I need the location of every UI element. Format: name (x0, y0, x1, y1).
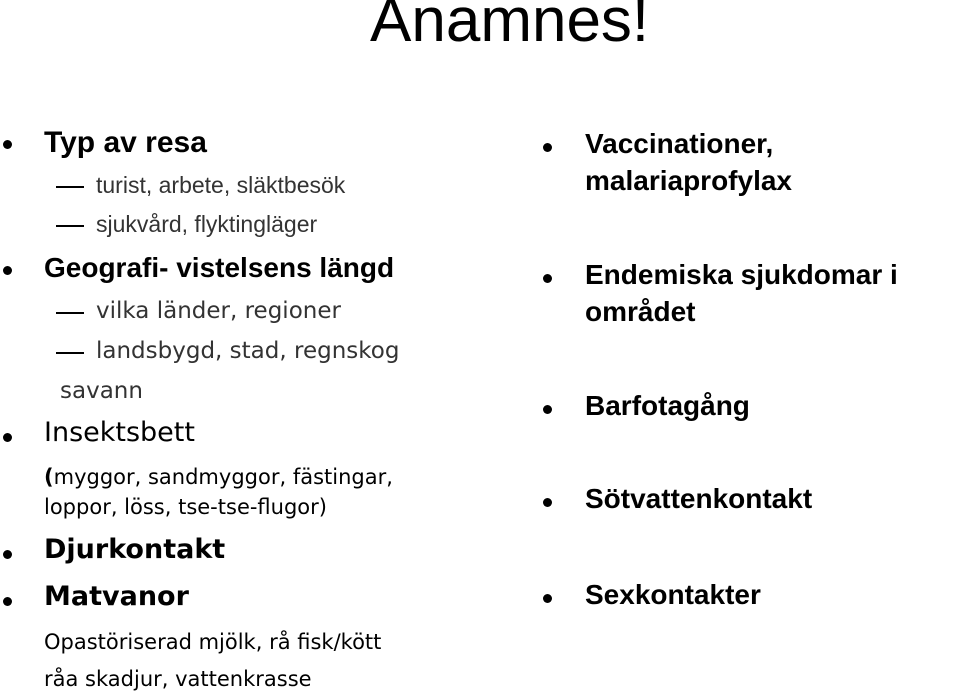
sub-typ-1: turist, arbete, släktbesök (96, 172, 346, 198)
bullet-icon (3, 266, 12, 275)
item-vaccinationer-2: malariaprofylax (585, 165, 792, 196)
bullet-icon (543, 498, 552, 507)
insekt-detail-2: loppor, löss, tse-tse-flugor) (44, 495, 327, 519)
item-typ-av-resa: Typ av resa (44, 126, 207, 159)
item-matvanor: Matvanor (44, 581, 189, 612)
slide-title: Anamnes! (370, 0, 650, 55)
bullet-icon (3, 550, 12, 559)
item-djurkontakt: Djurkontakt (44, 534, 226, 565)
sub-geo-1: vilka länder, regioner (96, 298, 341, 324)
bullet-icon (543, 143, 552, 152)
insekt-detail-1-text: myggor, sandmyggor, fästingar, (53, 465, 393, 489)
insekt-detail-1: (myggor, sandmyggor, fästingar, (44, 465, 393, 489)
item-vaccinationer: Vaccinationer, (585, 128, 774, 159)
bullet-icon (543, 405, 552, 414)
bullet-icon (3, 597, 12, 606)
item-barfotagang: Barfotagång (585, 390, 750, 421)
item-sotvattenkontakt: Sötvattenkontakt (585, 483, 813, 514)
dash-icon (56, 186, 84, 188)
item-endemiska-2: området (585, 296, 696, 327)
item-geografi: Geografi- vistelsens längd (44, 252, 395, 283)
item-endemiska: Endemiska sjukdomar i (585, 259, 898, 290)
item-insektsbett: Insektsbett (44, 417, 195, 448)
bullet-icon (3, 140, 12, 149)
sub-geo-2: landsbygd, stad, regnskog (96, 338, 400, 364)
bullet-icon (543, 274, 552, 283)
item-sexkontakter: Sexkontakter (585, 579, 761, 610)
mat-detail-2: råa skadjur, vattenkrasse (44, 667, 312, 691)
bullet-icon (3, 433, 12, 442)
dash-icon (56, 225, 84, 227)
mat-detail-1: Opastöriserad mjölk, rå fisk/kött (44, 630, 382, 654)
dash-icon (56, 312, 84, 314)
sub-geo-3: savann (60, 378, 143, 404)
dash-icon (56, 352, 84, 354)
bullet-icon (543, 594, 552, 603)
sub-typ-2: sjukvård, flyktingläger (96, 211, 318, 237)
